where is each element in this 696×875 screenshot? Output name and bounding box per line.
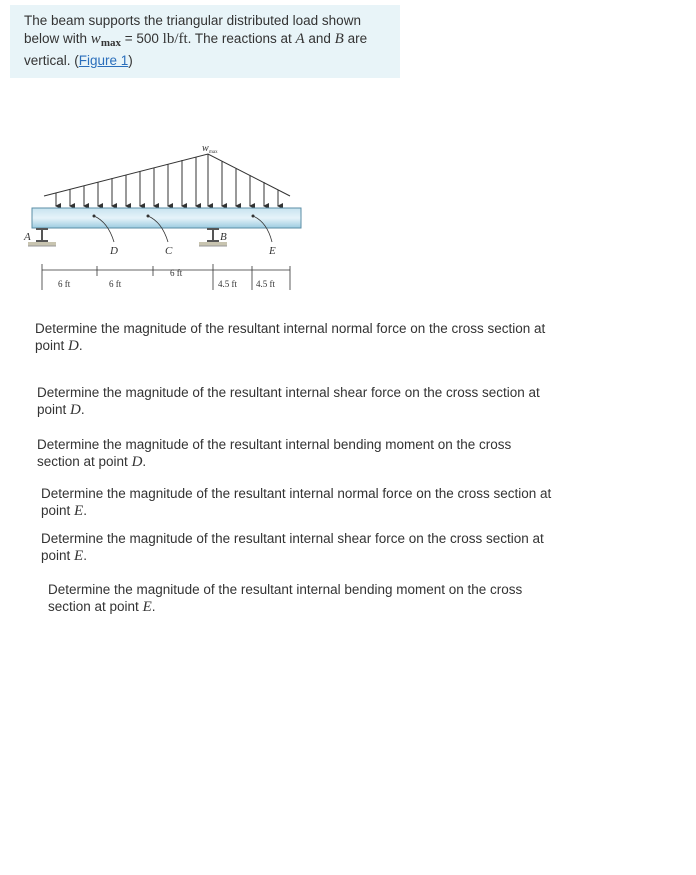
label-d: D: [110, 245, 118, 257]
load-triangle: [44, 154, 290, 196]
question-point: E: [142, 599, 152, 615]
problem-statement: [10, 5, 400, 78]
intro-text: are vertical. (: [24, 31, 368, 68]
question-end: .: [83, 548, 87, 563]
point-d-marker: [93, 215, 96, 218]
question-bending-moment-e: [48, 581, 548, 616]
question-text: Determine the magnitude of the resultant internal normal force on the cross section at point: [35, 321, 546, 353]
dim-ab-2: 6 ft: [109, 279, 122, 289]
question-point: D: [70, 402, 81, 418]
intro-text: . The reactions at: [187, 31, 296, 46]
label-b: B: [220, 231, 227, 243]
question-shear-force-d: [37, 384, 567, 419]
question-text: Determine the magnitude of the resultant internal bending moment on the cross section at point: [48, 582, 523, 614]
point-e-marker: [252, 215, 255, 218]
figure-link[interactable]: Figure 1: [78, 53, 129, 68]
question-end: .: [78, 338, 83, 353]
beam-figure: [22, 130, 312, 300]
dim-ab-3: 6 ft: [170, 268, 183, 278]
question-end: .: [151, 599, 156, 614]
question-point: D: [68, 338, 79, 354]
dim-be-1: 4.5 ft: [218, 279, 237, 289]
question-text: Determine the magnitude of the resultant internal shear force on the cross section at point: [37, 385, 540, 417]
units: lb/ft: [162, 31, 188, 47]
question-bending-moment-d: [37, 436, 537, 471]
question-end: .: [80, 402, 85, 417]
beam: [32, 208, 301, 228]
point-c-marker: [147, 215, 150, 218]
load-label-sub: max: [209, 150, 218, 155]
question-point: E: [74, 503, 84, 519]
beam-diagram: [22, 130, 312, 300]
label-c: C: [165, 245, 173, 257]
question-point: E: [74, 548, 84, 564]
load-arrows: [56, 154, 278, 206]
load-label: w: [202, 143, 209, 154]
question-shear-force-e: [41, 530, 571, 565]
point-b: B: [334, 31, 344, 47]
dimension-lines: [42, 264, 290, 290]
question-text: Determine the magnitude of the resultant internal normal force on the cross section at point: [41, 486, 552, 518]
intro-text: and: [304, 31, 335, 46]
question-text: Determine the magnitude of the resultant internal shear force on the cross section at point: [41, 531, 544, 563]
question-normal-force-e: [41, 485, 561, 520]
point-a: A: [295, 31, 305, 47]
dim-ab-1: 6 ft: [58, 279, 71, 289]
w-subscript: max: [100, 37, 121, 49]
label-a: A: [24, 231, 31, 243]
question-point: D: [131, 454, 143, 470]
dim-be-2: 4.5 ft: [256, 279, 275, 289]
question-normal-force-d: [35, 320, 555, 355]
question-end: .: [83, 503, 87, 518]
w-symbol: w: [90, 31, 101, 47]
question-end: .: [142, 454, 147, 469]
intro-text: ): [128, 53, 133, 68]
intro-text: The beam supports the triangular distributed load shown below with: [24, 13, 361, 46]
support-a: [28, 228, 56, 246]
question-text: Determine the magnitude of the resultant internal bending moment on the cross section at point: [37, 437, 512, 469]
intro-text: = 500: [120, 31, 163, 46]
label-e: E: [269, 245, 276, 257]
